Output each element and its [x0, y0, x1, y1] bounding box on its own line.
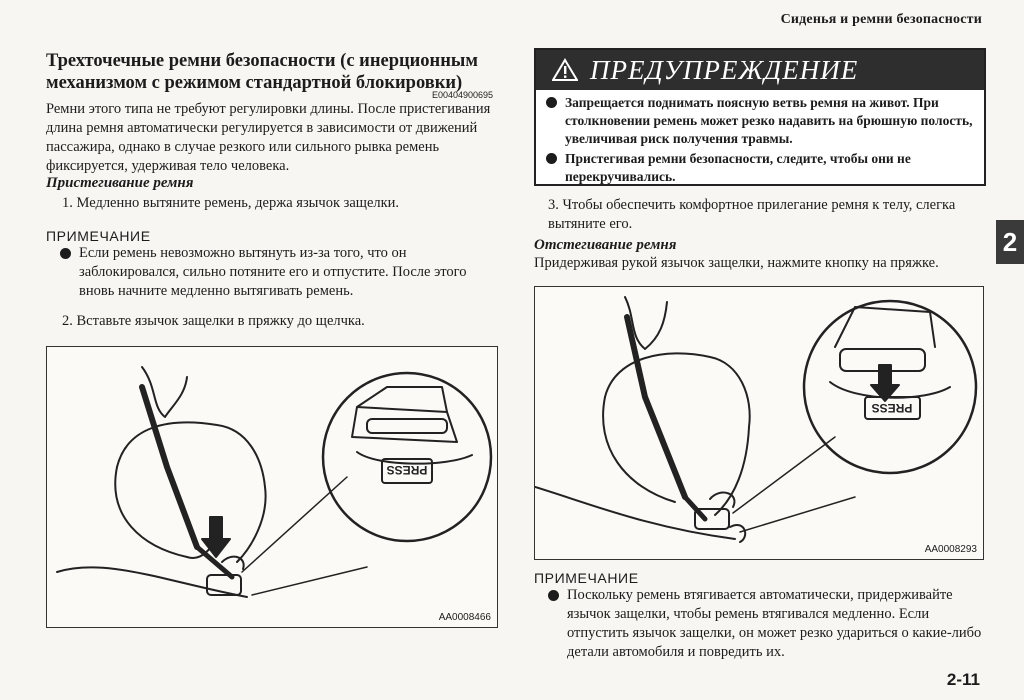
note-label-left: ПРИМЕЧАНИЕ	[46, 228, 151, 244]
step-1: 1. Медленно вытяните ремень, держа язычок защелки.	[62, 195, 400, 211]
note-left	[60, 244, 490, 301]
fasten-heading: Пристегивание ремня	[46, 175, 194, 191]
step-3: 3. Чтобы обеспечить комфортное прилегание ремня к телу, слегка вытяните его.	[548, 197, 956, 232]
bullet-icon	[60, 248, 71, 259]
section-code: E00404900695	[432, 90, 494, 100]
press-label-left: PRESS	[386, 463, 428, 477]
note-label-right: ПРИМЕЧАНИЕ	[534, 570, 639, 586]
warning-item-text: Запрещается поднимать поясную ветвь ремня на живот. При столкновении ремень может резко надавить на брюшную полость, увеличивая риск получения травмы.	[565, 95, 973, 146]
bullet-icon	[546, 153, 557, 164]
press-label-right: PRESS	[871, 401, 913, 415]
warning-item	[546, 150, 974, 186]
warning-box	[534, 48, 986, 186]
figure-code-right: AA0008293	[924, 544, 977, 555]
step-2: 2. Вставьте язычок защелки в пряжку до щелчка.	[62, 313, 365, 329]
warning-header	[536, 50, 984, 90]
warning-item-text: Пристегивая ремни безопасности, следите, чтобы они не перекручивались.	[565, 151, 911, 184]
figure-unfasten	[534, 286, 984, 560]
note-right-text: Поскольку ремень втягивается автоматически, придерживайте язычок защелки, чтобы ремень втягивался медленно. Если отпустить язычок защелки, он может резко удариться о какие-либо детали автомобиля и повредить их.	[567, 587, 982, 660]
section-title: Трехточечные ремни безопасности (с инерционным механизмом с режимом стандартной блокировки)	[46, 51, 478, 93]
fasten-illustration	[47, 347, 497, 627]
bullet-icon	[546, 97, 557, 108]
warning-body	[536, 90, 984, 186]
unfasten-illustration	[535, 287, 983, 559]
note-right	[548, 586, 988, 662]
note-left-text: Если ремень невозможно вытянуть из-за того, что он заблокировался, сильно потяните его и отпустите. После этого вновь начните медленно вытягивать ремень.	[79, 245, 467, 299]
intro-paragraph: Ремни этого типа не требуют регулировки длины. После пристегивания длина ремня автоматически регулируется в зависимости от движений пассажира, однако в случае резкого или сильного рывка ремень фиксируется, удерживая тело человека.	[46, 101, 491, 174]
unfasten-heading: Отстегивание ремня	[534, 237, 677, 253]
chapter-tab: 2	[996, 220, 1024, 264]
figure-fasten	[46, 346, 498, 628]
warning-item	[546, 94, 974, 148]
bullet-icon	[548, 590, 559, 601]
warning-title: ПРЕДУПРЕЖДЕНИЕ	[590, 54, 859, 85]
running-header: Сиденья и ремни безопасности	[780, 12, 982, 27]
page-number: 2-11	[946, 670, 980, 689]
unfasten-text: Придерживая рукой язычок защелки, нажмите кнопку на пряжке.	[534, 255, 939, 271]
figure-code-left: AA0008466	[438, 612, 491, 623]
warning-triangle-icon	[552, 58, 578, 82]
